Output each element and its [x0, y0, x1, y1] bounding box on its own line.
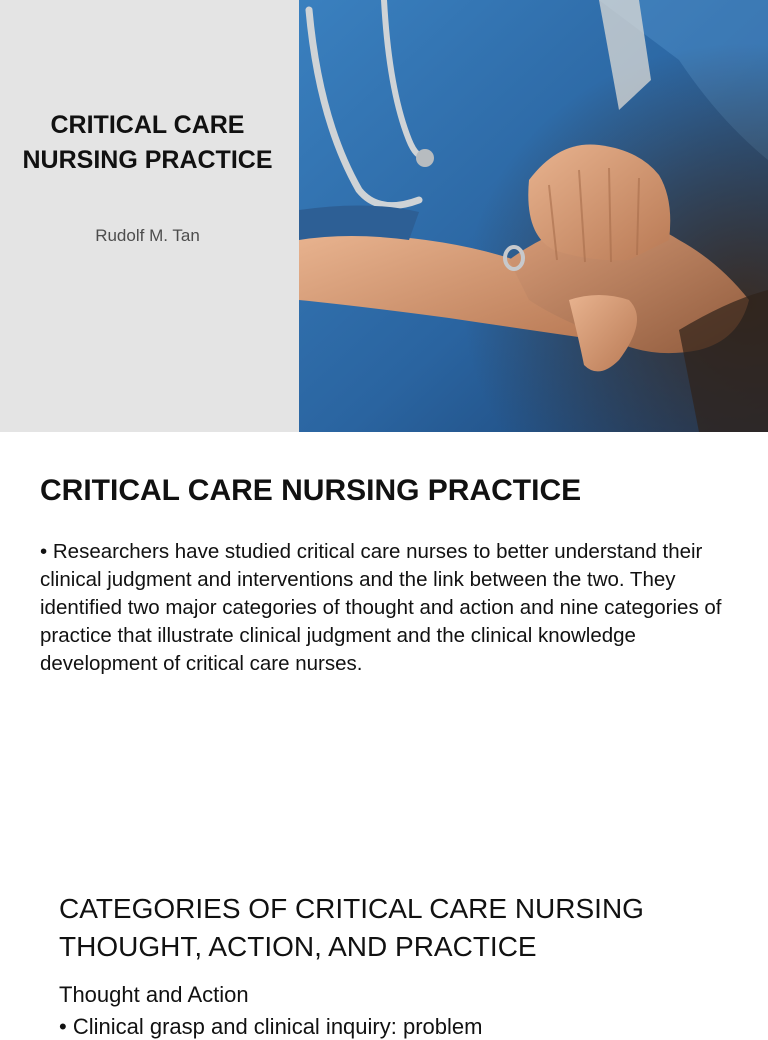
nurse-hands-photo: [299, 0, 768, 432]
categories-bullet: • Clinical grasp and clinical inquiry: problem: [59, 1014, 483, 1039]
author-name: Rudolf M. Tan: [95, 226, 200, 245]
content-slide: [0, 432, 768, 864]
categories-slide: [0, 864, 768, 1039]
title-panel: [0, 0, 299, 432]
categories-heading: CATEGORIES OF CRITICAL CARE NURSING THOUGHT, ACTION, AND PRACTICE: [59, 893, 644, 962]
slide-heading: CRITICAL CARE NURSING PRACTICE: [40, 474, 582, 507]
presentation-title: CRITICAL CARE NURSING PRACTICE: [22, 111, 273, 174]
title-slide: [0, 0, 768, 432]
categories-subheading: Thought and Action: [59, 982, 249, 1007]
slide-body-text: • Researchers have studied critical care nurses to better understand their clinical judgment and interventions and the link between the two. They identified two major categories of thought and action and nine categories of practice that illustrate clinical judgment and the clinical knowledge development of critical care nurses.: [40, 540, 722, 675]
